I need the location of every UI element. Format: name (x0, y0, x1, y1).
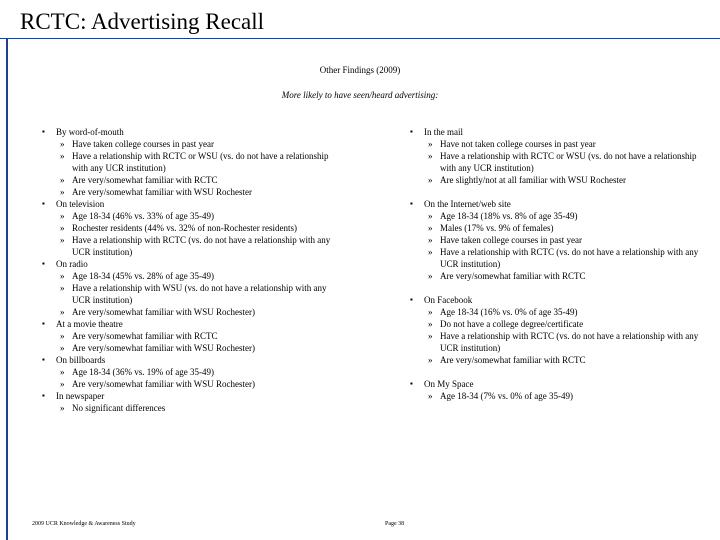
sub-bullet-icon: » (428, 271, 433, 281)
finding-sub-item (410, 390, 700, 402)
finding-bullet (42, 354, 332, 366)
finding-sub-item (410, 330, 700, 354)
finding-bullet (410, 294, 700, 306)
sub-bullet-icon: » (428, 247, 433, 257)
finding-sub-text: Are very/somewhat familiar with RCTC (440, 355, 586, 365)
finding-bullet-text: In the mail (424, 127, 463, 137)
sub-bullet-icon: » (60, 223, 65, 233)
finding-sub-item (42, 330, 332, 342)
finding-bullet-text: By word-of-mouth (56, 127, 124, 137)
bullet-icon: ▪ (410, 379, 413, 388)
finding-bullet-text: On radio (56, 259, 88, 269)
sub-bullet-icon: » (60, 211, 65, 221)
finding-group (42, 198, 332, 258)
sub-bullet-icon: » (60, 403, 65, 413)
finding-sub-item (410, 234, 700, 246)
bullet-icon: ▪ (410, 295, 413, 304)
finding-sub-text: Age 18-34 (18% vs. 8% of age 35-49) (440, 211, 578, 221)
sub-bullet-icon: » (60, 235, 65, 245)
finding-sub-text: Have a relationship with WSU (vs. do not have a relationship with any UCR institution) (72, 283, 327, 305)
bullet-icon: ▪ (410, 199, 413, 208)
sub-bullet-icon: » (60, 379, 65, 389)
finding-sub-item (410, 150, 700, 174)
finding-sub-text: Are very/somewhat familiar with WSU Rochester) (72, 379, 256, 389)
sub-bullet-icon: » (428, 307, 433, 317)
finding-sub-item (410, 306, 700, 318)
sub-bullet-icon: » (60, 187, 65, 197)
finding-sub-item (42, 306, 332, 318)
finding-bullet (410, 198, 700, 210)
bullet-icon: ▪ (42, 319, 45, 328)
sub-bullet-icon: » (60, 307, 65, 317)
sub-bullet-icon: » (428, 235, 433, 245)
sub-bullet-icon: » (428, 319, 433, 329)
finding-sub-text: Have taken college courses in past year (72, 139, 214, 149)
sub-bullet-icon: » (428, 139, 433, 149)
bullet-icon: ▪ (42, 199, 45, 208)
sub-bullet-icon: » (60, 343, 65, 353)
finding-group (42, 258, 332, 318)
finding-sub-text: Rochester residents (44% vs. 32% of non-Rochester residents) (72, 223, 297, 233)
sub-bullet-icon: » (428, 331, 433, 341)
footer-page-number: Page 38 (385, 521, 405, 527)
finding-bullet-text: On the Internet/web site (424, 199, 511, 209)
right-findings-column (410, 126, 700, 402)
finding-bullet (410, 126, 700, 138)
finding-bullet (42, 198, 332, 210)
finding-sub-text: No significant differences (72, 403, 166, 413)
sub-bullet-icon: » (428, 391, 433, 401)
page-title: RCTC: Advertising Recall (20, 9, 265, 34)
finding-sub-text: Have a relationship with RCTC (vs. do not have a relationship with any UCR institution) (440, 331, 699, 353)
finding-sub-text: Have taken college courses in past year (440, 235, 582, 245)
title-rule (0, 38, 720, 39)
finding-sub-text: Males (17% vs. 9% of females) (440, 223, 554, 233)
sub-bullet-icon: » (428, 211, 433, 221)
finding-sub-item (42, 342, 332, 354)
finding-bullet (42, 126, 332, 138)
finding-sub-item (42, 186, 332, 198)
finding-sub-text: Are very/somewhat familiar with WSU Rochester) (72, 343, 256, 353)
footer-study-name: 2009 UCR Knowledge & Awareness Study (32, 521, 136, 527)
sub-bullet-icon: » (60, 271, 65, 281)
section-subheading: More likely to have seen/heard advertising: (281, 90, 439, 100)
finding-sub-text: Are very/somewhat familiar with WSU Rochester) (72, 307, 256, 317)
finding-sub-text: Have not taken college courses in past year (440, 139, 596, 149)
finding-sub-item (42, 402, 332, 414)
finding-sub-item (42, 282, 332, 306)
sub-bullet-icon: » (428, 151, 433, 161)
sub-bullet-icon: » (60, 151, 65, 161)
finding-sub-item (410, 270, 700, 282)
sub-bullet-icon: » (60, 175, 65, 185)
bullet-icon: ▪ (42, 355, 45, 364)
finding-sub-text: Have a relationship with RCTC or WSU (vs. do not have a relationship with any UCR institution) (72, 151, 329, 173)
finding-group (410, 198, 700, 282)
bullet-icon: ▪ (42, 391, 45, 400)
finding-sub-text: Have a relationship with RCTC (vs. do not have a relationship with any UCR institution) (72, 235, 331, 257)
sub-bullet-icon: » (428, 355, 433, 365)
finding-sub-item (42, 174, 332, 186)
finding-group (410, 126, 700, 186)
finding-sub-text: Have a relationship with RCTC (vs. do not have a relationship with any UCR institution) (440, 247, 699, 269)
finding-sub-text: Are very/somewhat familiar with RCTC (72, 175, 218, 185)
finding-bullet (42, 318, 332, 330)
finding-sub-text: Age 18-34 (36% vs. 19% of age 35-49) (72, 367, 214, 377)
finding-bullet (410, 378, 700, 390)
left-accent-rule (6, 38, 8, 540)
finding-bullet-text: At a movie theatre (56, 319, 123, 329)
finding-sub-item (42, 210, 332, 222)
bullet-icon: ▪ (42, 259, 45, 268)
finding-bullet (42, 390, 332, 402)
finding-sub-item (42, 234, 332, 258)
sub-bullet-icon: » (60, 283, 65, 293)
bullet-icon: ▪ (410, 127, 413, 136)
finding-group (410, 378, 700, 402)
section-subtitle: Other Findings (2009) (319, 65, 401, 75)
finding-sub-item (42, 150, 332, 174)
finding-group (42, 390, 332, 414)
finding-sub-item (42, 222, 332, 234)
finding-group (42, 354, 332, 390)
finding-sub-item (410, 222, 700, 234)
finding-sub-text: Age 18-34 (46% vs. 33% of age 35-49) (72, 211, 214, 221)
finding-group (42, 318, 332, 354)
finding-sub-item (410, 174, 700, 186)
finding-sub-item (410, 138, 700, 150)
finding-sub-item (410, 354, 700, 366)
finding-sub-item (410, 210, 700, 222)
finding-sub-text: Age 18-34 (16% vs. 0% of age 35-49) (440, 307, 578, 317)
finding-sub-item (42, 138, 332, 150)
bullet-icon: ▪ (42, 127, 45, 136)
finding-sub-text: Are very/somewhat familiar with WSU Rochester (72, 187, 253, 197)
finding-sub-text: Age 18-34 (7% vs. 0% of age 35-49) (440, 391, 573, 401)
finding-bullet-text: On My Space (424, 379, 474, 389)
finding-sub-text: Are very/somewhat familiar with RCTC (72, 331, 218, 341)
finding-sub-item (42, 378, 332, 390)
finding-sub-item (410, 318, 700, 330)
sub-bullet-icon: » (428, 175, 433, 185)
sub-bullet-icon: » (428, 223, 433, 233)
finding-group (42, 126, 332, 198)
finding-sub-text: Are very/somewhat familiar with RCTC (440, 271, 586, 281)
finding-sub-text: Do not have a college degree/certificate (440, 319, 584, 329)
finding-sub-item (42, 366, 332, 378)
finding-sub-item (410, 246, 700, 270)
finding-sub-text: Have a relationship with RCTC or WSU (vs. do not have a relationship with any UCR institution) (440, 151, 697, 173)
sub-bullet-icon: » (60, 331, 65, 341)
finding-bullet-text: On billboards (56, 355, 106, 365)
finding-bullet-text: On Facebook (424, 295, 473, 305)
finding-bullet (42, 258, 332, 270)
finding-sub-item (42, 270, 332, 282)
sub-bullet-icon: » (60, 139, 65, 149)
finding-group (410, 294, 700, 366)
left-findings-column (42, 126, 332, 414)
finding-bullet-text: In newspaper (56, 391, 105, 401)
finding-sub-text: Are slightly/not at all familiar with WSU Rochester (440, 175, 627, 185)
finding-bullet-text: On television (56, 199, 105, 209)
finding-sub-text: Age 18-34 (45% vs. 28% of age 35-49) (72, 271, 214, 281)
sub-bullet-icon: » (60, 367, 65, 377)
